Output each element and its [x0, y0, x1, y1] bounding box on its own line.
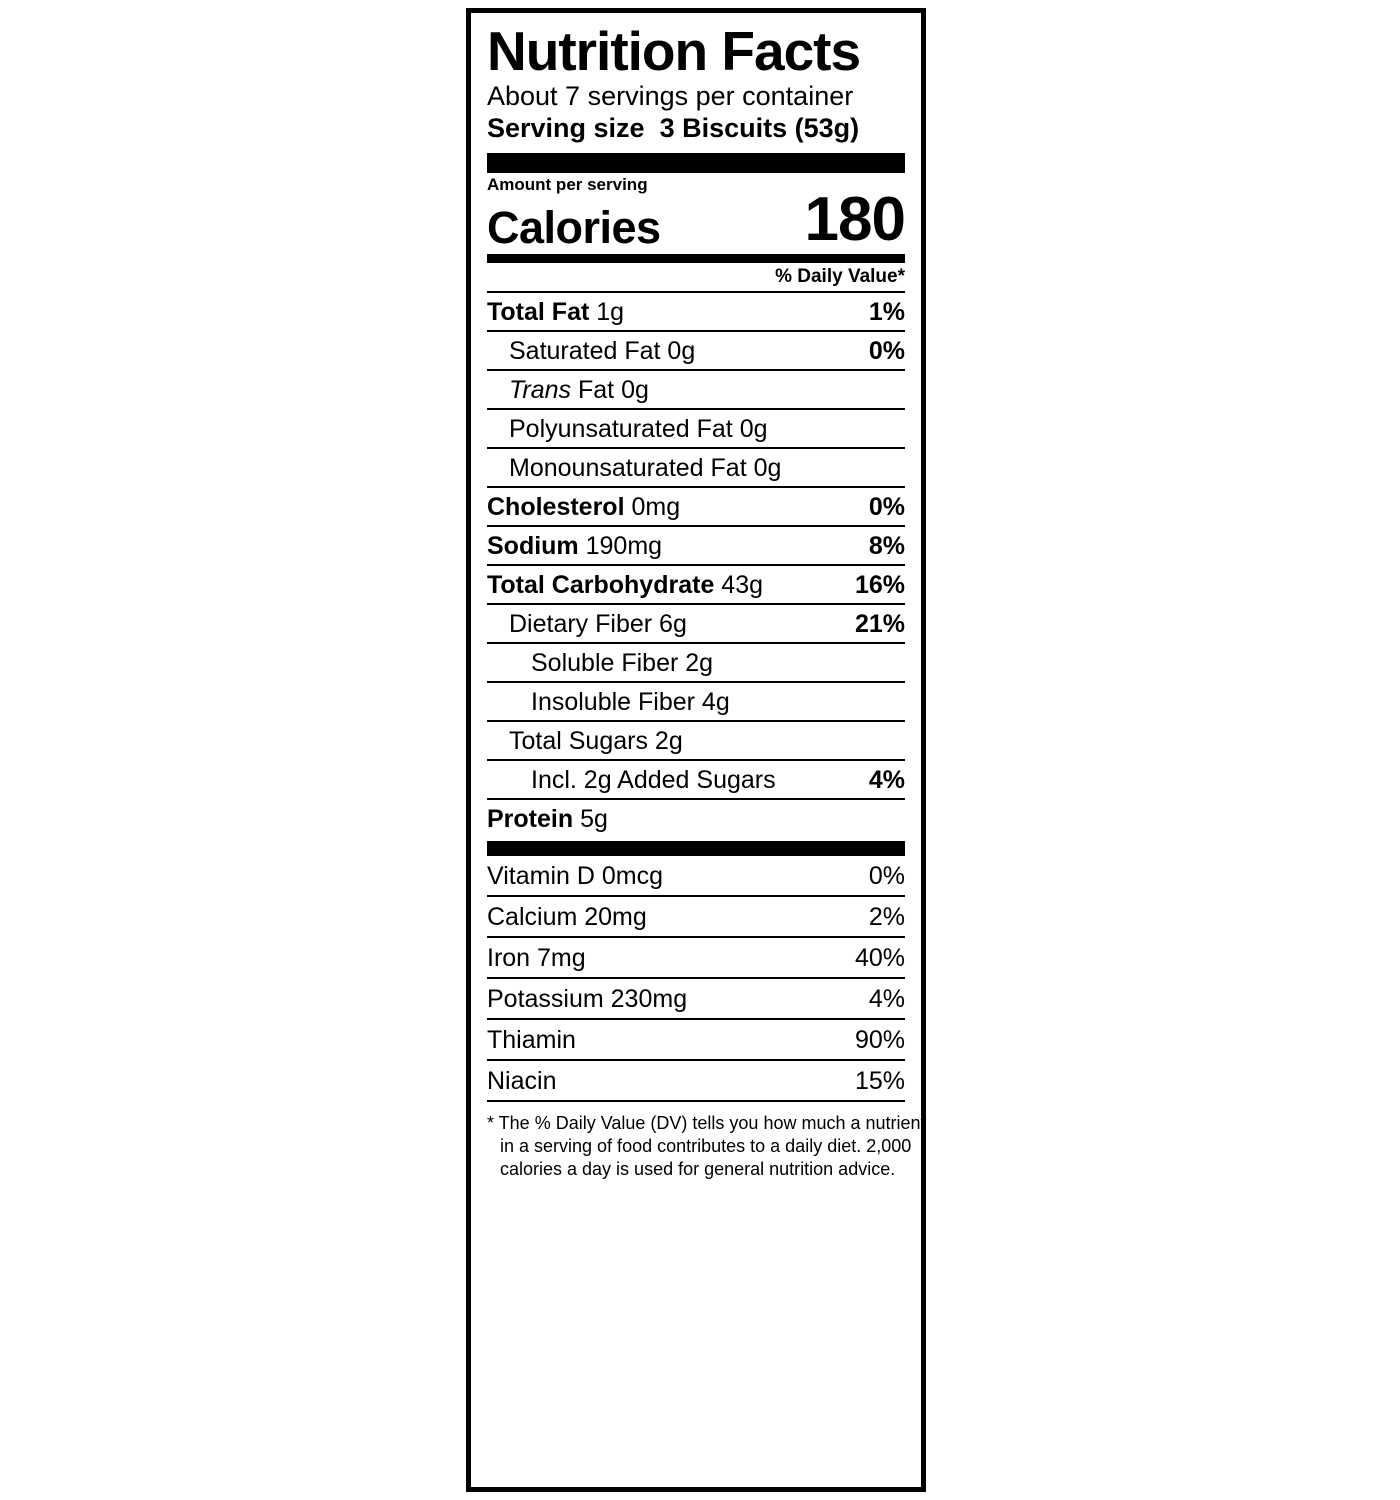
nutrient-dv: 0%	[868, 492, 905, 521]
nutrient-name: Cholesterol 0mg	[487, 492, 681, 521]
footnote-line: in a serving of food contributes to a daily diet. 2,000	[500, 1135, 912, 1156]
divider-thick-vitamins	[487, 841, 905, 856]
table-row	[487, 938, 905, 979]
serving-size-value: 3 Biscuits (53g)	[659, 113, 860, 144]
nutrient-name: Total Sugars 2g	[509, 726, 683, 755]
vitamin-dv: 0%	[868, 861, 905, 890]
nutrient-name: Soluble Fiber 2g	[531, 648, 714, 677]
serving-size-label: Serving size	[487, 113, 645, 144]
footnote-line: calories a day is used for general nutrition advice.	[500, 1158, 896, 1179]
table-row	[487, 800, 905, 837]
vitamin-dv: 40%	[854, 943, 905, 972]
vitamin-name: Potassium 230mg	[487, 984, 688, 1013]
vitamin-name: Niacin	[487, 1066, 557, 1095]
table-row	[487, 371, 905, 410]
nutrient-name: Sodium 190mg	[487, 531, 663, 560]
nutrient-name: Monounsaturated Fat 0g	[509, 453, 782, 482]
nutrient-name: Trans Fat 0g	[509, 375, 649, 404]
footnote	[487, 1102, 926, 1181]
table-row	[487, 761, 905, 800]
servings-per-container: About 7 servings per container	[487, 81, 854, 112]
nutrient-name: Insoluble Fiber 4g	[531, 687, 730, 716]
table-row	[487, 979, 905, 1020]
table-row	[487, 856, 905, 897]
nutrient-dv: 0%	[868, 336, 905, 365]
nutrient-dv: 16%	[854, 570, 905, 599]
table-row	[487, 1020, 905, 1061]
vitamin-name: Iron 7mg	[487, 943, 586, 972]
nutrient-name: Protein 5g	[487, 804, 608, 833]
table-row	[487, 293, 905, 332]
table-row	[487, 897, 905, 938]
calories-value: 180	[804, 184, 905, 254]
table-row	[487, 488, 905, 527]
nutrient-name: Total Carbohydrate 43g	[487, 570, 764, 599]
vitamin-name: Thiamin	[487, 1025, 576, 1054]
vitamin-dv: 4%	[868, 984, 905, 1013]
table-row	[487, 449, 905, 488]
table-row	[487, 527, 905, 566]
amount-per-serving-label: Amount per serving	[487, 175, 648, 195]
nutrition-facts-panel	[466, 8, 926, 1492]
nutrient-dv: 8%	[868, 531, 905, 560]
divider-under-calories	[487, 254, 905, 263]
vitamin-dv: 2%	[868, 902, 905, 931]
divider-thick-top	[487, 153, 905, 173]
table-row	[487, 644, 905, 683]
nutrient-name: Dietary Fiber 6g	[509, 609, 687, 638]
nutrient-dv: 21%	[854, 609, 905, 638]
table-row	[487, 410, 905, 449]
footnote-line: * The % Daily Value (DV) tells you how much a nutrient	[487, 1112, 926, 1133]
table-row	[487, 332, 905, 371]
vitamin-name: Calcium 20mg	[487, 902, 647, 931]
nutrient-dv: 1%	[868, 297, 905, 326]
nutrient-dv: 4%	[868, 765, 905, 794]
nutrient-name: Total Fat 1g	[487, 297, 625, 326]
daily-value-header: % Daily Value*	[487, 263, 905, 293]
vitamin-dv: 15%	[854, 1066, 905, 1095]
nutrient-name: Saturated Fat 0g	[509, 336, 696, 365]
table-row	[487, 683, 905, 722]
vitamin-dv: 90%	[854, 1025, 905, 1054]
nutrient-name: Polyunsaturated Fat 0g	[509, 414, 768, 443]
table-row	[487, 1061, 905, 1102]
page-title: Nutrition Facts	[487, 20, 861, 82]
serving-size-line	[487, 113, 905, 144]
nutrient-name: Incl. 2g Added Sugars	[531, 765, 776, 794]
table-row	[487, 605, 905, 644]
vitamin-name: Vitamin D 0mcg	[487, 861, 663, 890]
table-row	[487, 566, 905, 605]
calories-label: Calories	[487, 201, 661, 253]
table-row	[487, 722, 905, 761]
